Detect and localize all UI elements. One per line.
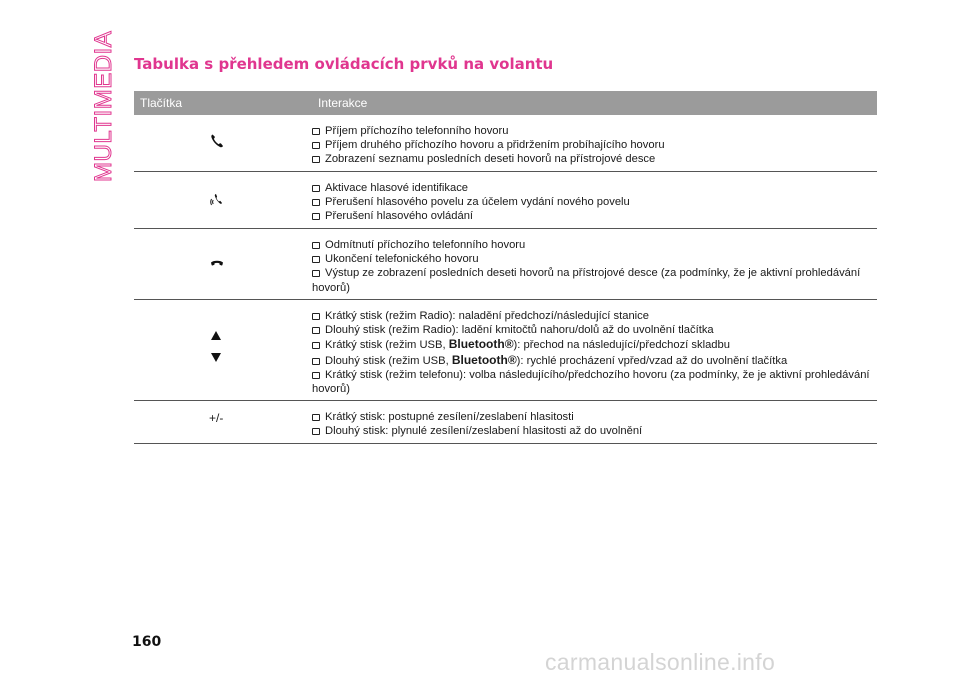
list-item: Odmítnutí příchozího telefonního hovoru	[312, 238, 877, 252]
list-item: Přerušení hlasového ovládání	[312, 209, 877, 223]
phone-answer-icon	[210, 133, 224, 149]
table-row	[134, 300, 877, 401]
section-label	[86, 30, 117, 188]
interaction-cell	[296, 300, 877, 400]
table-row	[134, 115, 877, 172]
bullet-icon	[312, 156, 320, 163]
list-item: Výstup ze zobrazení posledních deseti hovorů na přístrojové desce (za podmínky, že je aktivní prohledávání hovorů)	[312, 267, 861, 294]
table-header	[134, 91, 877, 115]
phone-hangup-icon	[210, 258, 224, 268]
bullet-icon	[312, 199, 320, 206]
icon-cell	[134, 300, 296, 400]
list-item: Ukončení telefonického hovoru	[312, 252, 877, 266]
bullet-icon	[312, 358, 320, 365]
section-label-text: MULTIMEDIA	[90, 30, 117, 182]
page-number: 160	[132, 634, 162, 650]
list-item: Přerušení hlasového povelu za účelem vydání nového povelu	[312, 195, 877, 209]
icon-cell	[134, 115, 296, 171]
icon-cell	[134, 229, 296, 299]
table-row	[134, 229, 877, 300]
table-row	[134, 401, 877, 444]
list-item: Příjem příchozího telefonního hovoru	[312, 124, 877, 138]
list-item: Krátký stisk (režim Radio): naladění předchozí/následující stanice	[312, 309, 877, 323]
bullet-icon	[312, 428, 320, 435]
list-item: Krátký stisk (režim USB, Bluetooth®): přechod na následující/předchozí skladbu	[312, 337, 877, 352]
table-row	[134, 172, 877, 229]
volume-plus-minus-label: +/-	[209, 411, 224, 425]
interaction-cell	[296, 115, 877, 171]
interaction-cell	[296, 401, 877, 443]
bullet-icon	[312, 256, 320, 263]
list-item: Dlouhý stisk (režim USB, Bluetooth®): rychlé procházení vpřed/vzad až do uvolnění tlačítka	[312, 353, 877, 368]
bullet-icon	[312, 414, 320, 421]
bullet-icon	[312, 327, 320, 334]
page-title: Tabulka s přehledem ovládacích prvků na volantu	[134, 55, 554, 73]
bullet-icon	[312, 142, 320, 149]
up-down-arrows-icon	[210, 331, 222, 363]
icon-cell	[134, 172, 296, 228]
watermark: carmanualsonline.info	[545, 649, 776, 675]
column-header-interaction: Interakce	[318, 96, 368, 110]
list-item: Zobrazení seznamu posledních deseti hovorů na přístrojové desce	[312, 152, 877, 166]
list-item: Krátký stisk: postupné zesílení/zeslabení hlasitosti	[312, 410, 877, 424]
interaction-cell	[296, 172, 877, 228]
list-item: Dlouhý stisk (režim Radio): ladění kmitočtů nahoru/dolů až do uvolnění tlačítka	[312, 323, 877, 337]
bullet-icon	[312, 242, 320, 249]
icon-cell	[134, 401, 296, 443]
voice-command-icon	[210, 192, 224, 208]
controls-table	[134, 91, 877, 444]
list-item: Krátký stisk (režim telefonu): volba následujícího/předchozího hovoru (za podmínky, že je aktivní prohledávání hovorů)	[312, 368, 870, 396]
list-item: Příjem druhého příchozího hovoru a přidržením probíhajícího hovoru	[312, 138, 877, 152]
column-header-buttons: Tlačítka	[140, 96, 183, 110]
bullet-icon	[312, 213, 320, 220]
bullet-icon	[312, 342, 320, 349]
interaction-cell	[296, 229, 877, 299]
list-item: Aktivace hlasové identifikace	[312, 181, 877, 195]
bullet-icon	[312, 270, 320, 277]
bullet-icon	[312, 128, 320, 135]
bullet-icon	[312, 313, 320, 320]
bullet-icon	[312, 185, 320, 192]
bullet-icon	[312, 372, 320, 379]
list-item: Dlouhý stisk: plynulé zesílení/zeslabení hlasitosti až do uvolnění	[312, 424, 877, 438]
